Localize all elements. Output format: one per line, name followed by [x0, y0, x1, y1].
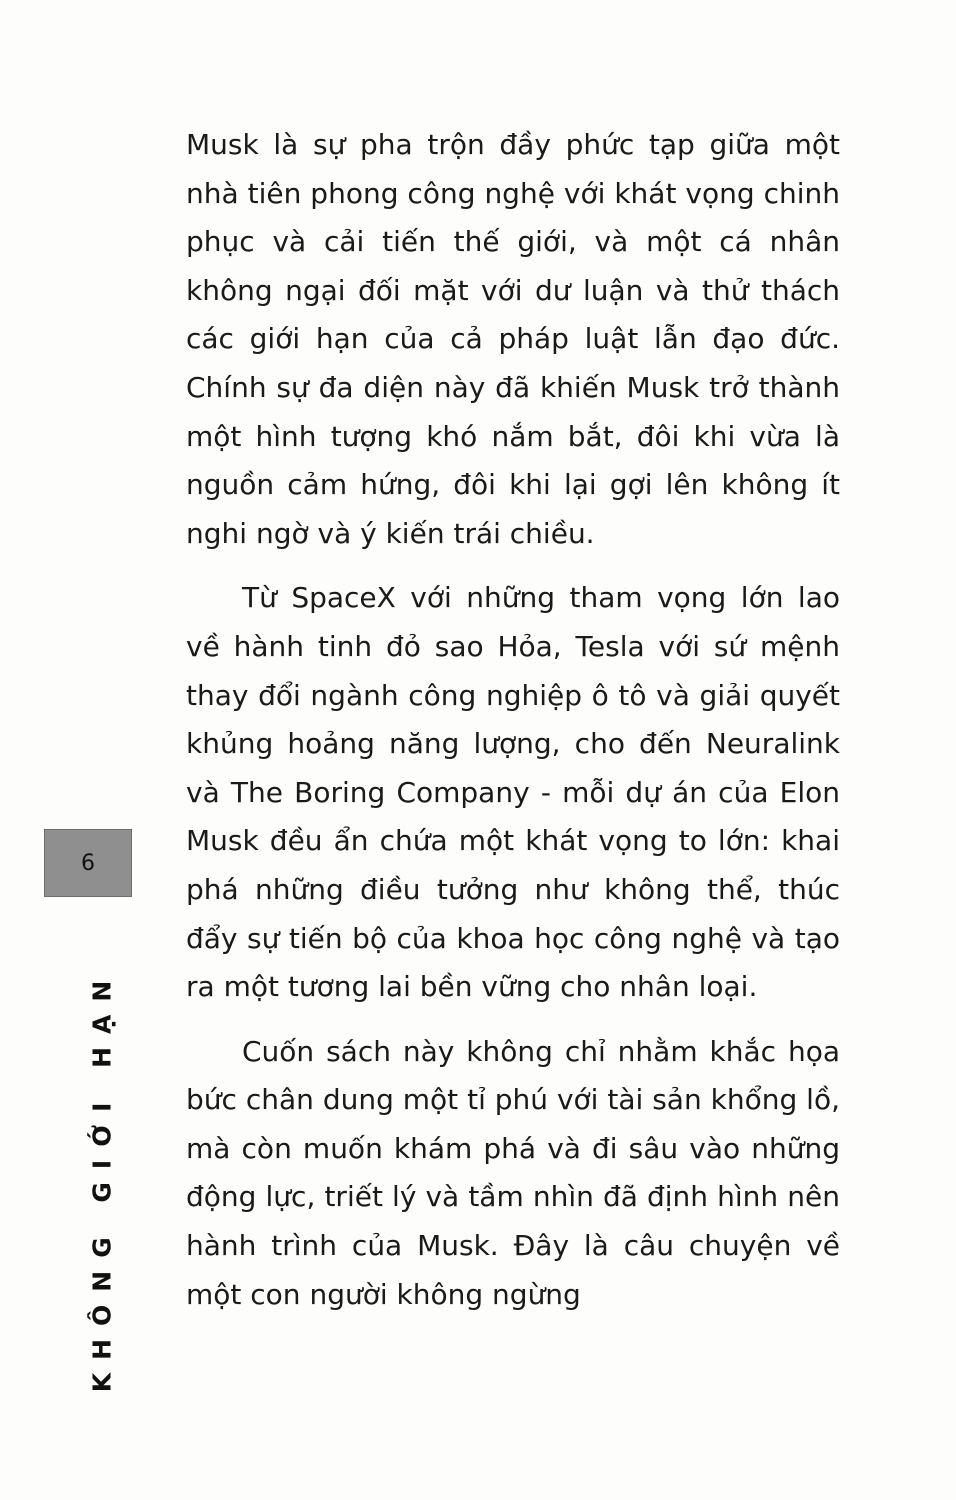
paragraph-2: Từ SpaceX với những tham vọng lớn lao về hành tinh đỏ sao Hỏa, Tesla với sứ mệnh thay đổi ngành công nghiệp ô tô và giải quyết khủng hoảng năng lượng, cho đến Neuralink và The Boring Company - mỗi dự án của Elon Musk đều ẩn chứa một khát vọng to lớn: khai phá những điều tưởng như không thể, thúc đẩy sự tiến bộ của khoa học công nghệ và tạo ra một tương lai bền vững cho nhân loại.	[186, 581, 840, 1004]
running-title-text: KHÔNG GIỚI HẠN	[87, 967, 117, 1393]
paragraph-3: Cuốn sách này không chỉ nhằm khắc họa bức chân dung một tỉ phú với tài sản khổng lồ, mà còn muốn khám phá và đi sâu vào những động lực, triết lý và tầm nhìn đã định hình nên hành trình của Musk. Đây là câu chuyện về một con người không ngừng	[186, 1034, 840, 1311]
body-text	[186, 121, 840, 1319]
page-number-tab	[44, 829, 132, 897]
paragraph-1: Musk là sự pha trộn đầy phức tạp giữa một nhà tiên phong công nghệ với khát vọng chinh phục và cải tiến thế giới, và một cá nhân không ngại đối mặt với dư luận và thử thách các giới hạn của cả pháp luật lẫn đạo đức. Chính sự đa diện này đã khiến Musk trở thành một hình tượng khó nắm bắt, đôi khi vừa là nguồn cảm hứng, đôi khi lại gợi lên không ít nghi ngờ và ý kiến trái chiều.	[186, 128, 840, 550]
page-number: 6	[81, 850, 95, 876]
